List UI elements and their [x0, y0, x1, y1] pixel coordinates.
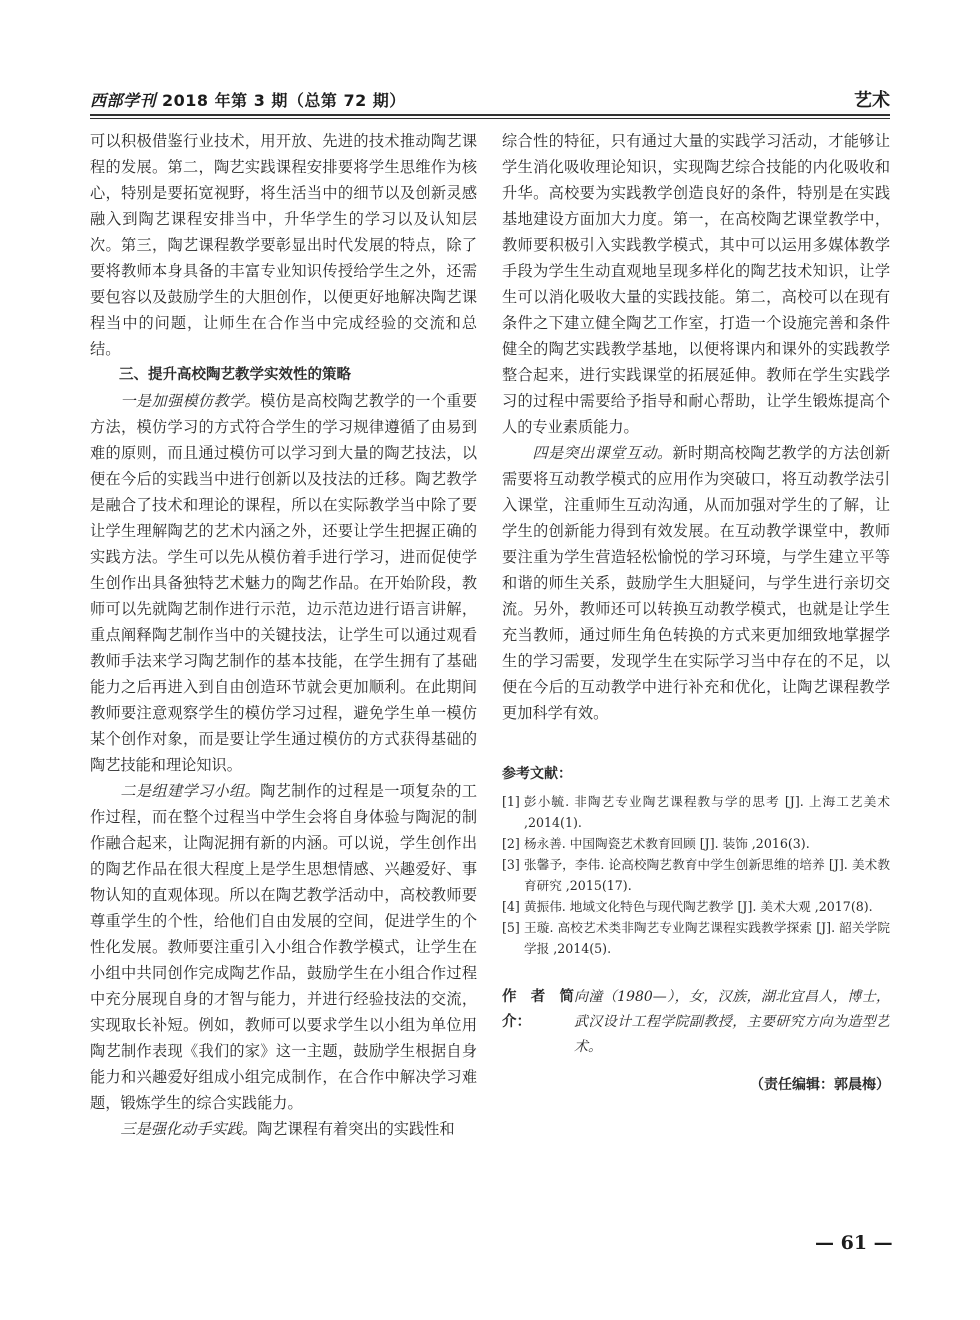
paragraph-continued: 可以积极借鉴行业技术，用开放、先进的技术推动陶艺课程的发展。第二，陶艺实践课程安排要将学生思维作为核心，特别是要拓宽视野，将生活当中的细节以及创新灵感融入到陶艺课程安排当中，升华学生的学习以及认知层次。第三，陶艺课程教学要彰显出时代发展的特点，除了要将教师本身具备的丰富专业知识传授给学生之外，还需要包容以及鼓励学生的大胆创作，以便更好地解决陶艺课程当中的问题，让师生在合作当中完成经验的交流和总结。 [90, 132, 477, 358]
reference-item [502, 791, 890, 833]
header-rule-thick [90, 114, 890, 116]
header-rule-thin [90, 118, 890, 119]
page-number: — 61 — [815, 1232, 893, 1254]
reference-item [502, 833, 890, 854]
reference-text: 张馨予，李伟. 论高校陶艺教育中学生创新思维的培养 [J]. 美术教育研究 ,2015(17). [524, 857, 890, 893]
right-column [502, 128, 890, 1158]
journal-issue: 2018 年第 3 期（总第 72 期） [162, 91, 406, 110]
paragraph-lead: 四是突出课堂互动。 [532, 444, 673, 462]
paragraph-body: 模仿是高校陶艺教学的一个重要方法，模仿学习的方式符合学生的学习规律遵循了由易到难的原则，而且通过模仿可以学习到大量的陶艺技法，以便在今后的实践当中进行创新以及技法的迁移。陶艺教学是融合了技术和理论的课程，所以在实际教学当中除了要让学生理解陶艺的艺术内涵之外，还要让学生把握正确的实践方法。学生可以先从模仿着手进行学习，进而促使学生创作出具备独特艺术魅力的陶艺作品。在开始阶段，教师可以先就陶艺制作进行示范，边示范边进行语言讲解，重点阐释陶艺制作当中的关键技法，让学生可以通过观看教师手法来学习陶艺制作的基本技能，在学生拥有了基础能力之后再进入到自由创造环节就会更加顺利。在此期间教师要注意观察学生的模仿学习过程，避免学生单一模仿某个创作对象，而是要让学生通过模仿的方式获得基础的陶艺技能和理论知识。 [90, 392, 477, 774]
left-column [90, 128, 477, 1158]
author-bio [502, 985, 890, 1060]
page-header [90, 84, 890, 114]
journal-name: 西部学刊 [90, 91, 157, 110]
journal-info [90, 88, 406, 111]
section-heading: 三、提升高校陶艺教学实效性的策略 [119, 367, 351, 383]
reference-text: 杨永善. 中国陶瓷艺术教育回顾 [J]. 装饰 ,2016(3). [524, 836, 810, 851]
paragraph-body: 陶艺制作的过程是一项复杂的工作过程，而在整个过程当中学生会将自身体验与陶泥的制作融合起来，让陶泥拥有新的内涵。可以说，学生创作出的陶艺作品在很大程度上是学生思想情感、兴趣爱好、事物认知的直观体现。所以在陶艺教学活动中，高校教师要尊重学生的个性，给他们自由发展的空间，促进学生的个性化发展。教师要注重引入小组合作教学模式，让学生在小组中共同创作完成陶艺作品，鼓励学生在小组合作过程中充分展现自身的才智与能力，并进行经验技法的交流，实现取长补短。例如，教师可以要求学生以小组为单位用陶艺制作表现《我们的家》这一主题，鼓励学生根据自身能力和兴趣爱好组成小组完成制作，在合作中解决学习难题，锻炼学生的综合实践能力。 [90, 782, 477, 1112]
author-label: 作者简介： [502, 989, 574, 1030]
reference-number: [2] [502, 836, 520, 851]
paragraph-lead: 二是组建学习小组。 [120, 782, 261, 800]
reference-text: 彭小毓. 非陶艺专业陶艺课程教与学的思考 [J]. 上海工艺美术 ,2014(1). [524, 794, 890, 830]
paragraph-groups [90, 778, 477, 1116]
references [502, 764, 890, 959]
reference-number: [5] [502, 920, 520, 935]
paragraph-body: 新时期高校陶艺教学的方法创新需要将互动教学模式的应用作为突破口，将互动教学法引入课堂，注重师生互动沟通，从而加强对学生的了解，让学生的创新能力得到有效发展。在互动教学课堂中，教师要注重为学生营造轻松愉悦的学习环境，与学生建立平等和谐的师生关系，鼓励学生大胆疑问，与学生进行亲切交流。另外，教师还可以转换互动教学模式，也就是让学生充当教师，通过师生角色转换的方式来更加细致地掌握学生的学习需要，发现学生在实际学习当中存在的不足，以便在今后的互动教学中进行补充和优化，让陶艺课程教学更加科学有效。 [502, 444, 890, 722]
responsible-editor: （责任编辑：郭晨梅） [750, 1077, 890, 1093]
reference-item [502, 896, 890, 917]
section-label: 艺术 [854, 90, 890, 111]
paragraph-lead: 三是强化动手实践。 [120, 1120, 258, 1138]
reference-number: [1] [502, 794, 520, 809]
paragraph-continued: 综合性的特征，只有通过大量的实践学习活动，才能够让学生消化吸收理论知识，实现陶艺综合技能的内化吸收和升华。高校要为实践教学创造良好的条件，特别是在实践基地建设方面加大力度。第一，在高校陶艺课堂教学中，教师要积极引入实践教学模式，其中可以运用多媒体教学手段为学生生动直观地呈现多样化的陶艺技术知识，让学生可以消化吸收大量的实践技能。第二，高校可以在现有条件之下建立健全陶艺工作室，打造一个设施完善和条件健全的陶艺实践教学基地，以便将课内和课外的实践教学整合起来，进行实践课堂的拓展延伸。教师在学生实践学习的过程中需要给予指导和耐心帮助，让学生锻炼提高个人的专业素质能力。 [502, 132, 890, 436]
paragraph-body: 陶艺课程有着突出的实践性和 [257, 1120, 455, 1138]
author-text: 向潼（1980—），女，汉族，湖北宜昌人，博士，武汉设计工程学院副教授，主要研究方向为造型艺术。 [574, 989, 890, 1055]
reference-item [502, 917, 890, 959]
reference-text: 黄振伟. 地域文化特色与现代陶艺教学 [J]. 美术大观 ,2017(8). [524, 899, 873, 914]
paragraph-imitation [90, 388, 477, 778]
reference-number: [3] [502, 857, 520, 872]
paragraph-lead: 一是加强模仿教学。 [120, 392, 261, 410]
reference-item [502, 854, 890, 896]
references-title: 参考文献： [502, 766, 572, 782]
reference-number: [4] [502, 899, 520, 914]
reference-text: 王璇. 高校艺术类非陶艺专业陶艺课程实践教学探索 [J]. 韶关学院学报 ,2014(5). [524, 920, 890, 956]
paragraph-interaction [502, 440, 890, 726]
paragraph-practice [90, 1116, 477, 1142]
